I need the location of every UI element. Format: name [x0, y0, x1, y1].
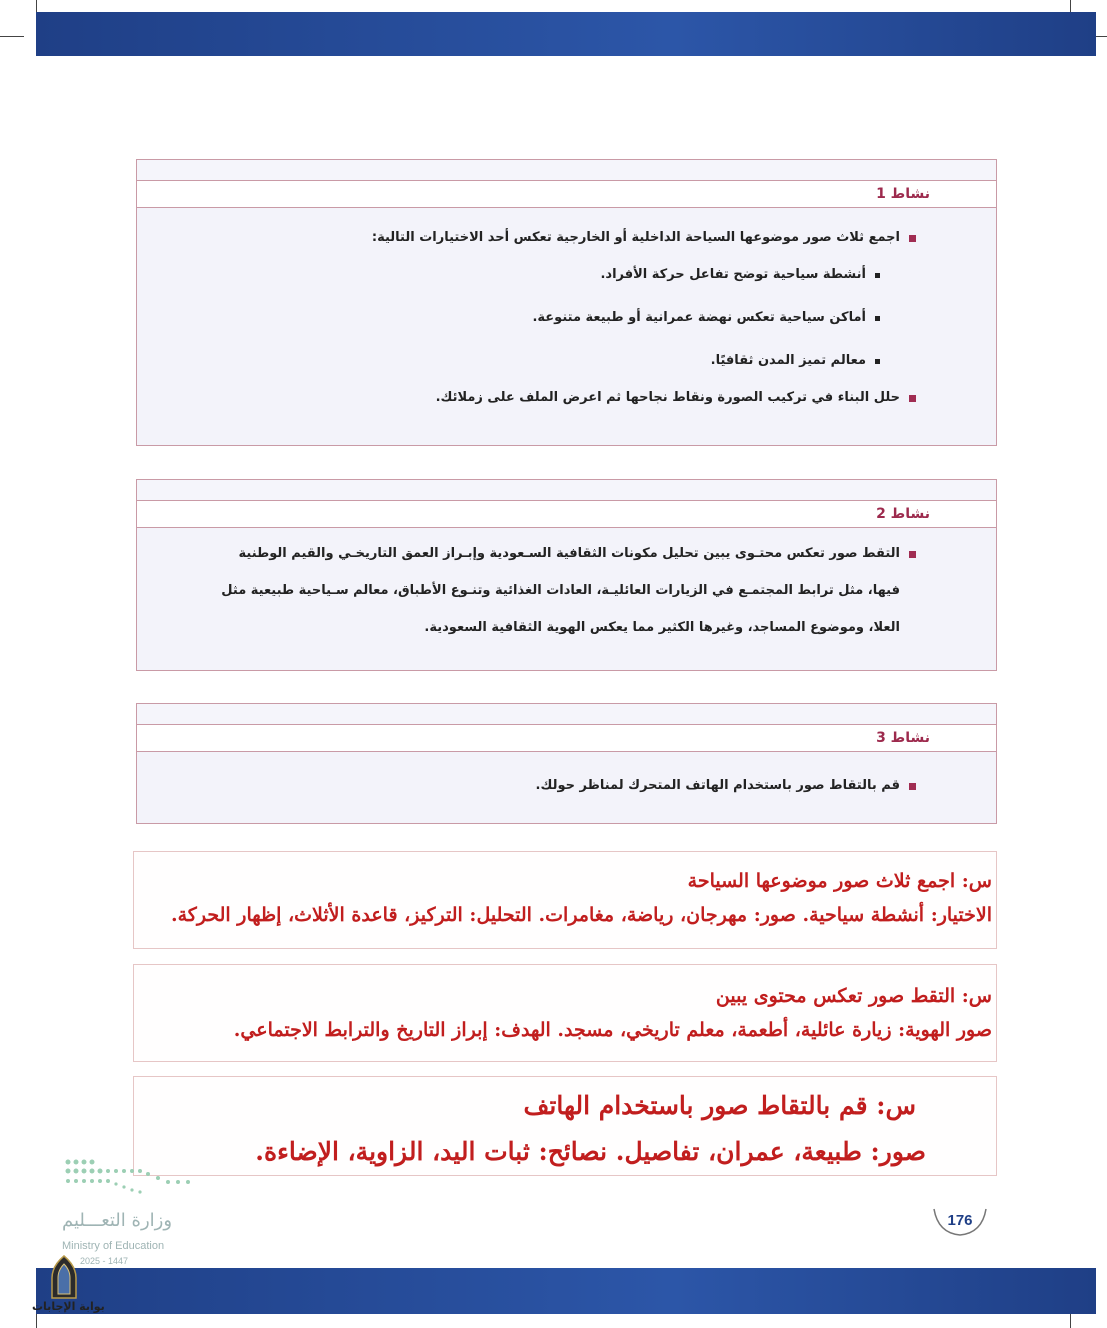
answer-question: س: التقط صور تعكس محتوى يبين	[715, 985, 992, 1007]
mosque-logo-icon	[42, 1254, 86, 1302]
activity-instruction: قم بالتقاط صور باستخدام الهاتف المتحرك لمناظر حولك.	[167, 778, 916, 793]
portal-name: بوابة الإجابات	[32, 1300, 105, 1313]
activity-2-box	[136, 479, 997, 671]
ministry-name-arabic: وزارة التعـــليم	[62, 1210, 173, 1231]
activity-3-box	[136, 703, 997, 824]
page-number	[934, 1207, 986, 1237]
option-item: معالم تميز المدن ثقافيًا.	[167, 353, 916, 368]
page-number-text: 176	[947, 1212, 973, 1229]
ministry-year: 2025 - 1447	[80, 1256, 129, 1266]
activity-text-line: التقط صور تعكس محتـوى يبين تحليل مكونات الثقافية السـعودية وإبـراز العمق التاريخـي والقيم الوطنية	[161, 546, 916, 561]
option-item: أماكن سياحية تعكس نهضة عمرانية أو طبيعة متنوعة.	[167, 310, 916, 325]
option-item: أنشطة سياحية توضح تفاعل حركة الأفراد.	[167, 267, 916, 282]
activity-1-box	[136, 159, 997, 446]
activity-title: نشاط 2	[137, 501, 996, 528]
crop-mark	[0, 36, 24, 37]
activity-instruction: اجمع ثلاث صور موضوعها السياحة الداخلية أو الخارجية تعكس أحد الاختيارات التالية:	[167, 230, 916, 245]
activity-strip	[137, 160, 996, 181]
answer-box-3	[133, 1076, 997, 1176]
activity-body	[137, 230, 996, 405]
answer-text: الاختيار: أنشطة سياحية. صور: مهرجان، رياضة، مغامرات. التحليل: التركيز، قاعدة الأثلاث، إظهار الحركة.	[171, 904, 992, 926]
activity-instruction: حلل البناء في تركيب الصورة ونقاط نجاحها ثم اعرض الملف على زملائك.	[167, 390, 916, 405]
activity-body	[137, 778, 996, 793]
answer-text: صور الهوية: زيارة عائلية، أطعمة، معلم تاريخي، مسجد. الهدف: إبراز التاريخ والترابط الاجتماعي.	[233, 1019, 992, 1041]
activity-strip	[137, 480, 996, 501]
activity-title: نشاط 3	[137, 725, 996, 752]
answer-text: صور: طبيعة، عمران، تفاصيل. نصائح: ثبات اليد، الزاوية، الإضاءة.	[255, 1137, 926, 1166]
activity-body	[137, 546, 996, 635]
ministry-logo-icon	[62, 1156, 202, 1196]
answer-box-1	[133, 851, 997, 949]
activity-text-line: فيها، مثل ترابط المجتمـع في الزيارات العائليـة، العادات الغذائية وتنـوع الأطباق، معالم سـياحية طبيعية مثل	[221, 583, 900, 598]
answer-question: س: اجمع ثلاث صور موضوعها السياحة	[687, 870, 992, 892]
activity-title: نشاط 1	[137, 181, 996, 208]
ministry-name-english: Ministry of Education	[62, 1240, 165, 1252]
activity-text-line: العلا، وموضوع المساجد، وغيرها الكثير مما يعكس الهوية الثقافية السعودية.	[424, 620, 900, 635]
answer-question: س: قم بالتقاط صور باستخدام الهاتف	[523, 1091, 916, 1120]
header-band	[36, 12, 1096, 56]
answer-box-2	[133, 964, 997, 1062]
activity-strip	[137, 704, 996, 725]
footer-band	[36, 1268, 1096, 1314]
